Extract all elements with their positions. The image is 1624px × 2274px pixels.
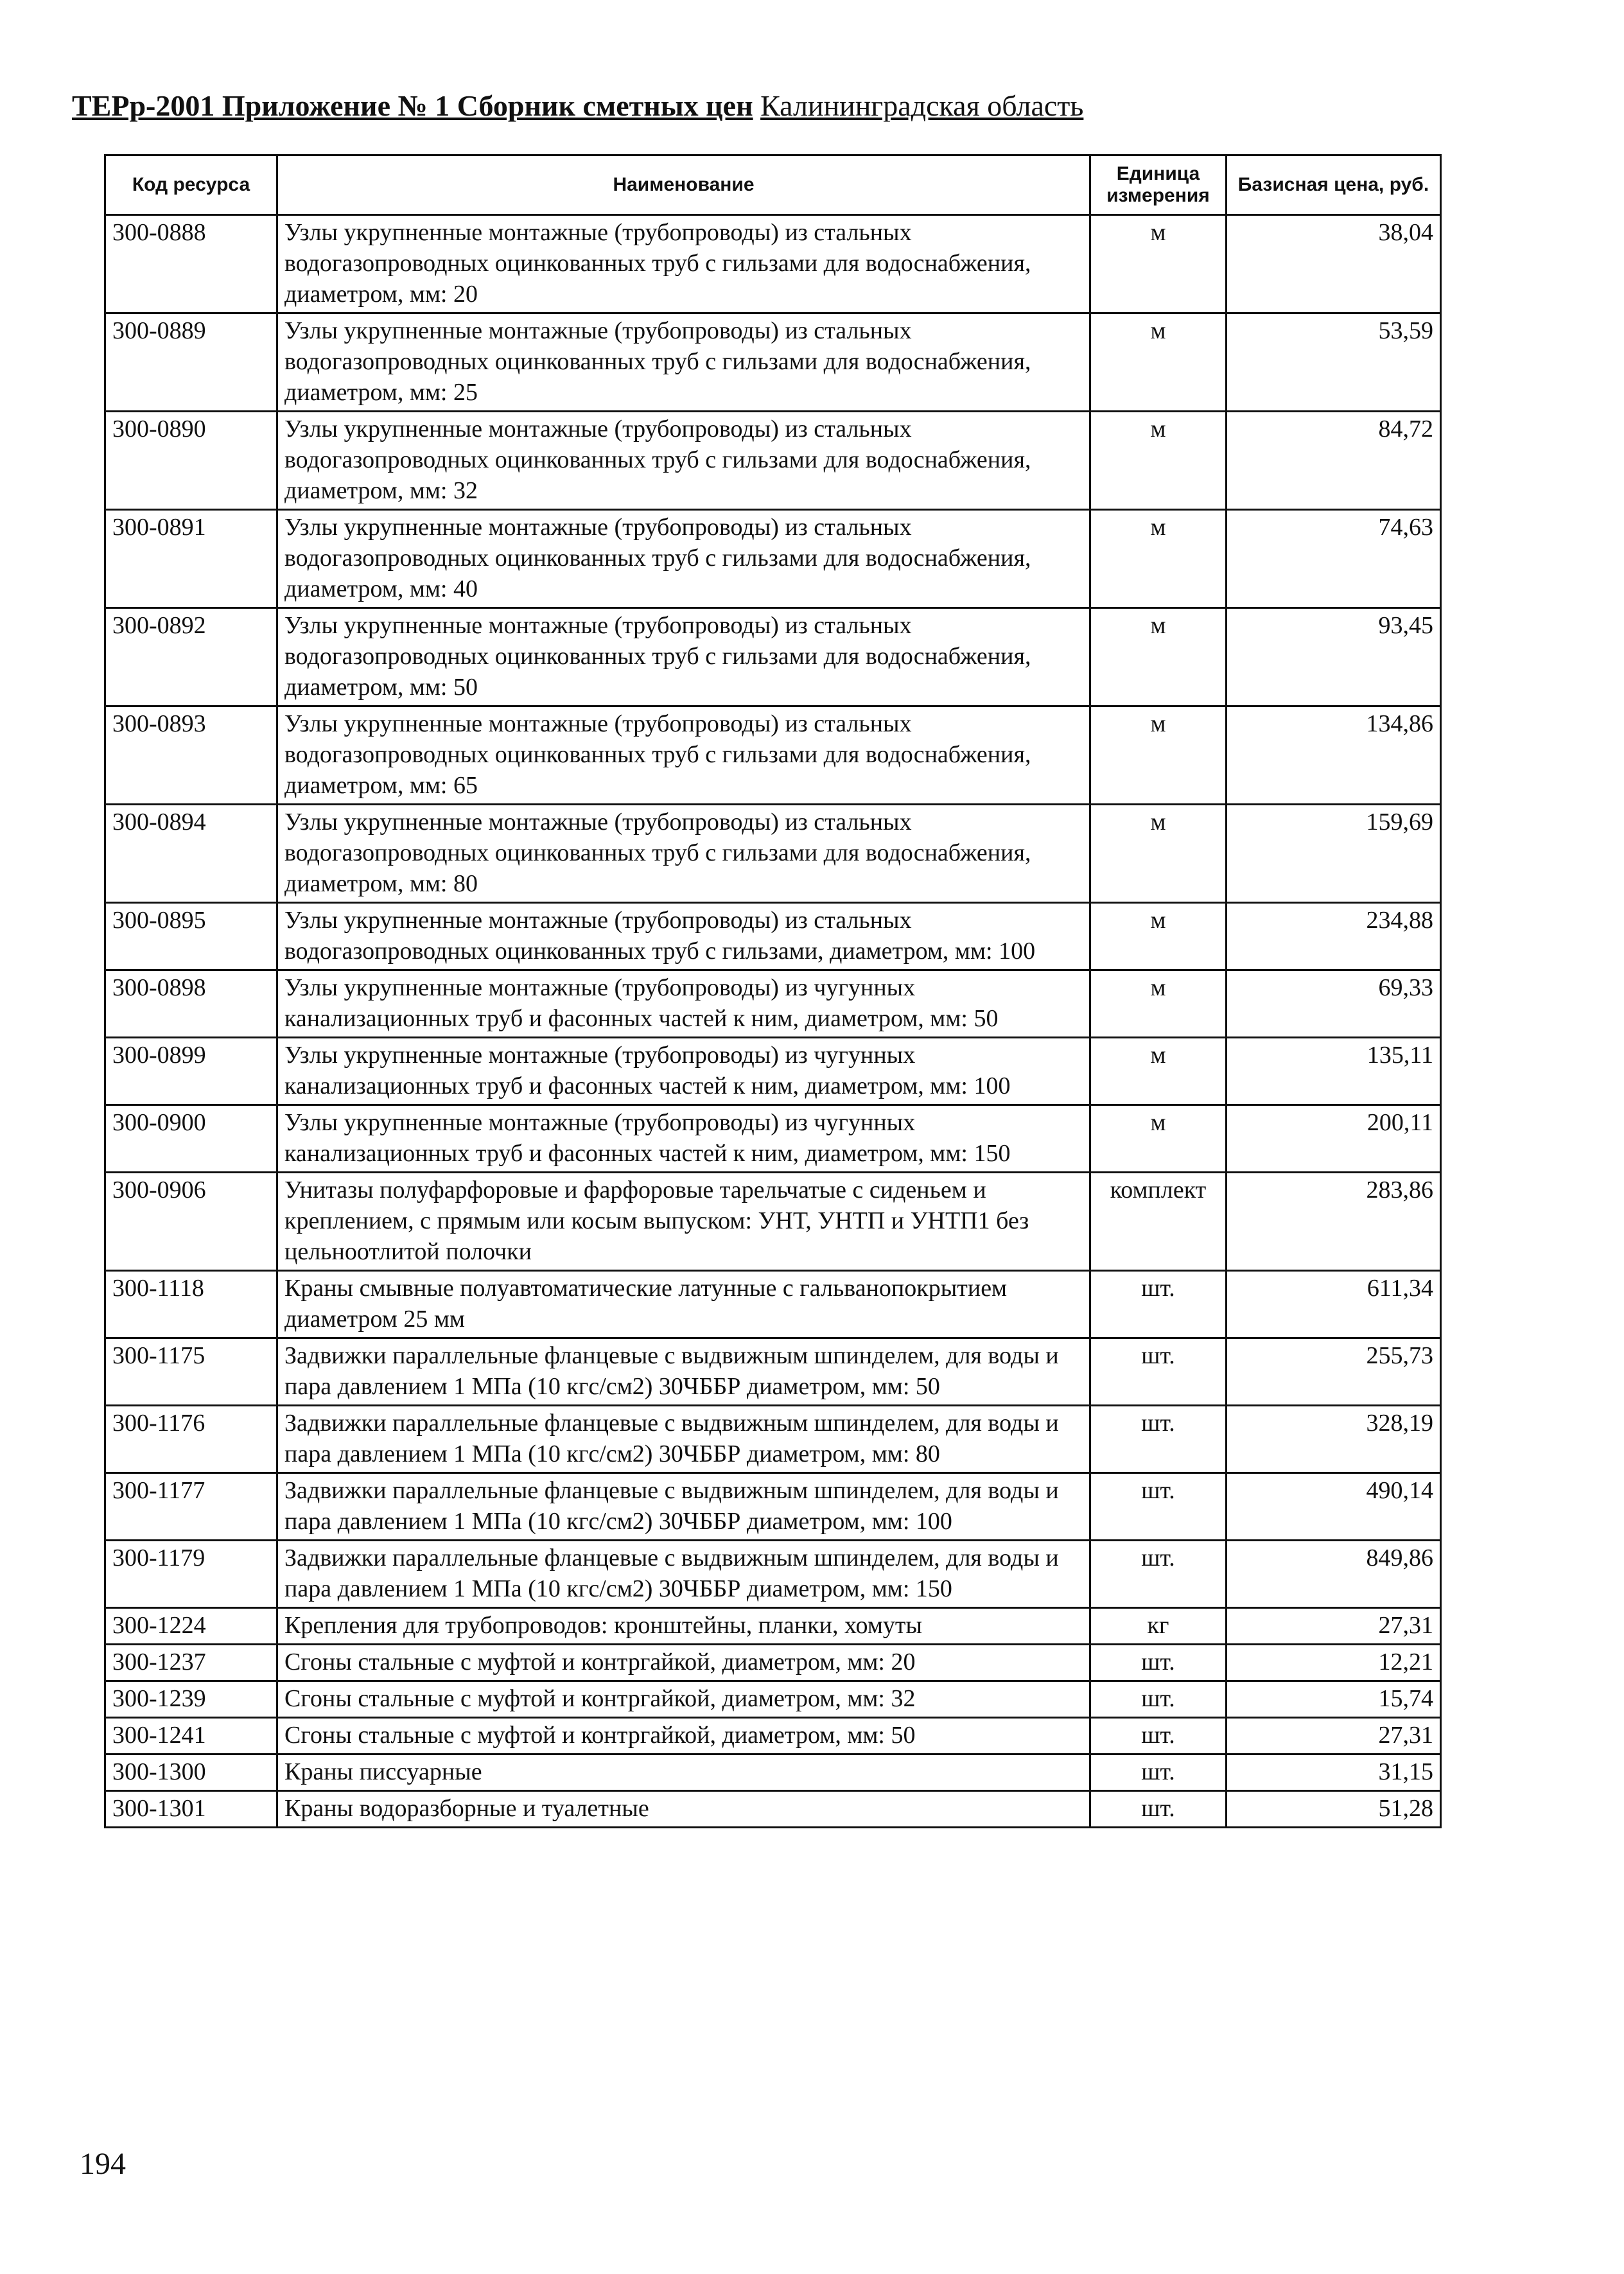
resource-unit: м: [1090, 805, 1227, 903]
table-row: [105, 1681, 1441, 1718]
resource-price: 12,21: [1227, 1645, 1441, 1681]
resource-name: Задвижки параллельные фланцевые с выдвижным шпинделем, для воды и пара давлением 1 МПа (10 кгс/см2) 30ЧББР диаметром, мм: 50: [277, 1338, 1090, 1406]
table-row: [105, 903, 1441, 970]
resource-code: 300-1241: [105, 1718, 277, 1754]
resource-price: 490,14: [1227, 1473, 1441, 1541]
resource-code: 300-1118: [105, 1271, 277, 1338]
resource-unit: м: [1090, 412, 1227, 510]
resource-price: 134,86: [1227, 706, 1441, 805]
resource-unit: м: [1090, 215, 1227, 313]
resource-unit: м: [1090, 608, 1227, 706]
column-header-code: Код ресурса: [105, 155, 277, 215]
table-row: [105, 1473, 1441, 1541]
resource-code: 300-1239: [105, 1681, 277, 1718]
resource-price: 611,34: [1227, 1271, 1441, 1338]
resource-price: 53,59: [1227, 313, 1441, 412]
resource-unit: шт.: [1090, 1754, 1227, 1791]
resource-unit: шт.: [1090, 1791, 1227, 1828]
resource-name: Краны смывные полуавтоматические латунные с гальванопокрытием диаметром 25 мм: [277, 1271, 1090, 1338]
resource-price: 69,33: [1227, 970, 1441, 1038]
table-header-row: [105, 155, 1441, 215]
resource-price: 74,63: [1227, 510, 1441, 608]
collection-title: ТЕРр-2001 Приложение № 1 Сборник сметных цен: [72, 89, 753, 122]
resource-price: 27,31: [1227, 1608, 1441, 1645]
resource-code: 300-1300: [105, 1754, 277, 1791]
table-row: [105, 970, 1441, 1038]
resource-unit: шт.: [1090, 1406, 1227, 1473]
table-row: [105, 1608, 1441, 1645]
column-header-price: Базисная цена, руб.: [1227, 155, 1441, 215]
resource-price: 200,11: [1227, 1105, 1441, 1173]
resource-name: Крепления для трубопроводов: кронштейны, планки, хомуты: [277, 1608, 1090, 1645]
resource-name: Задвижки параллельные фланцевые с выдвижным шпинделем, для воды и пара давлением 1 МПа (10 кгс/см2) 30ЧББР диаметром, мм: 100: [277, 1473, 1090, 1541]
resource-unit: шт.: [1090, 1541, 1227, 1608]
resource-name: Узлы укрупненные монтажные (трубопроводы) из стальных водогазопроводных оцинкованных труб с гильзами для водоснабжения, диаметром, мм: 32: [277, 412, 1090, 510]
resource-name: Узлы укрупненные монтажные (трубопроводы) из чугунных канализационных труб и фасонных частей к ним, диаметром, мм: 100: [277, 1038, 1090, 1105]
resource-unit: м: [1090, 706, 1227, 805]
resource-name: Узлы укрупненные монтажные (трубопроводы) из стальных водогазопроводных оцинкованных труб с гильзами для водоснабжения, диаметром, мм: 65: [277, 706, 1090, 805]
table-row: [105, 1645, 1441, 1681]
resource-name: Краны писсуарные: [277, 1754, 1090, 1791]
table-row: [105, 1406, 1441, 1473]
table-row: [105, 1338, 1441, 1406]
resource-name: Узлы укрупненные монтажные (трубопроводы) из стальных водогазопроводных оцинкованных труб с гильзами для водоснабжения, диаметром, мм: 80: [277, 805, 1090, 903]
resource-unit: шт.: [1090, 1473, 1227, 1541]
resource-code: 300-1176: [105, 1406, 277, 1473]
resource-code: 300-0892: [105, 608, 277, 706]
resource-price: 328,19: [1227, 1406, 1441, 1473]
price-table: [104, 154, 1442, 1828]
resource-code: 300-0906: [105, 1173, 277, 1271]
table-row: [105, 1038, 1441, 1105]
resource-unit: м: [1090, 1038, 1227, 1105]
table-row: [105, 1791, 1441, 1828]
table-row: [105, 1541, 1441, 1608]
resource-code: 300-0890: [105, 412, 277, 510]
table-row: [105, 805, 1441, 903]
resource-name: Сгоны стальные с муфтой и контргайкой, диаметром, мм: 50: [277, 1718, 1090, 1754]
table-row: [105, 608, 1441, 706]
table-row: [105, 1271, 1441, 1338]
resource-price: 135,11: [1227, 1038, 1441, 1105]
resource-name: Сгоны стальные с муфтой и контргайкой, диаметром, мм: 20: [277, 1645, 1090, 1681]
table-row: [105, 1754, 1441, 1791]
table-row: [105, 1718, 1441, 1754]
resource-code: 300-1179: [105, 1541, 277, 1608]
resource-unit: м: [1090, 1105, 1227, 1173]
resource-code: 300-0893: [105, 706, 277, 805]
resource-code: 300-0898: [105, 970, 277, 1038]
resource-unit: м: [1090, 313, 1227, 412]
resource-price: 27,31: [1227, 1718, 1441, 1754]
resource-price: 283,86: [1227, 1173, 1441, 1271]
column-header-unit: Единица измерения: [1090, 155, 1227, 215]
resource-code: 300-1224: [105, 1608, 277, 1645]
resource-name: Задвижки параллельные фланцевые с выдвижным шпинделем, для воды и пара давлением 1 МПа (10 кгс/см2) 30ЧББР диаметром, мм: 80: [277, 1406, 1090, 1473]
page-header: [72, 91, 1083, 121]
resource-name: Узлы укрупненные монтажные (трубопроводы) из стальных водогазопроводных оцинкованных труб с гильзами, диаметром, мм: 100: [277, 903, 1090, 970]
page-number: 194: [80, 2147, 126, 2181]
resource-price: 15,74: [1227, 1681, 1441, 1718]
resource-name: Сгоны стальные с муфтой и контргайкой, диаметром, мм: 32: [277, 1681, 1090, 1718]
resource-price: 159,69: [1227, 805, 1441, 903]
resource-code: 300-0895: [105, 903, 277, 970]
resource-name: Узлы укрупненные монтажные (трубопроводы) из чугунных канализационных труб и фасонных частей к ним, диаметром, мм: 150: [277, 1105, 1090, 1173]
resource-name: Краны водоразборные и туалетные: [277, 1791, 1090, 1828]
resource-price: 93,45: [1227, 608, 1441, 706]
resource-unit: комплект: [1090, 1173, 1227, 1271]
resource-name: Задвижки параллельные фланцевые с выдвижным шпинделем, для воды и пара давлением 1 МПа (10 кгс/см2) 30ЧББР диаметром, мм: 150: [277, 1541, 1090, 1608]
column-header-name: Наименование: [277, 155, 1090, 215]
resource-price: 31,15: [1227, 1754, 1441, 1791]
resource-name: Узлы укрупненные монтажные (трубопроводы) из стальных водогазопроводных оцинкованных труб с гильзами для водоснабжения, диаметром, мм: 25: [277, 313, 1090, 412]
resource-unit: шт.: [1090, 1645, 1227, 1681]
resource-code: 300-0894: [105, 805, 277, 903]
resource-code: 300-1175: [105, 1338, 277, 1406]
resource-code: 300-1237: [105, 1645, 277, 1681]
resource-code: 300-1301: [105, 1791, 277, 1828]
resource-code: 300-0889: [105, 313, 277, 412]
resource-price: 84,72: [1227, 412, 1441, 510]
resource-price: 849,86: [1227, 1541, 1441, 1608]
resource-unit: шт.: [1090, 1271, 1227, 1338]
resource-code: 300-1177: [105, 1473, 277, 1541]
resource-code: 300-0899: [105, 1038, 277, 1105]
resource-name: Унитазы полуфарфоровые и фарфоровые тарельчатые с сиденьем и креплением, с прямым или косым выпуском: УНТ, УНТП и УНТП1 без цельноотлитой полочки: [277, 1173, 1090, 1271]
table-row: [105, 313, 1441, 412]
table-row: [105, 706, 1441, 805]
resource-unit: м: [1090, 970, 1227, 1038]
resource-price: 234,88: [1227, 903, 1441, 970]
resource-unit: шт.: [1090, 1681, 1227, 1718]
resource-code: 300-0900: [105, 1105, 277, 1173]
table-row: [105, 215, 1441, 313]
resource-price: 38,04: [1227, 215, 1441, 313]
resource-name: Узлы укрупненные монтажные (трубопроводы) из чугунных канализационных труб и фасонных частей к ним, диаметром, мм: 50: [277, 970, 1090, 1038]
resource-code: 300-0891: [105, 510, 277, 608]
table-row: [105, 1105, 1441, 1173]
resource-unit: шт.: [1090, 1338, 1227, 1406]
region-name: Калининградская область: [760, 89, 1084, 122]
resource-unit: кг: [1090, 1608, 1227, 1645]
resource-name: Узлы укрупненные монтажные (трубопроводы) из стальных водогазопроводных оцинкованных труб с гильзами для водоснабжения, диаметром, мм: 50: [277, 608, 1090, 706]
table-row: [105, 412, 1441, 510]
resource-code: 300-0888: [105, 215, 277, 313]
table-row: [105, 510, 1441, 608]
resource-unit: шт.: [1090, 1718, 1227, 1754]
resource-unit: м: [1090, 510, 1227, 608]
resource-price: 255,73: [1227, 1338, 1441, 1406]
resource-price: 51,28: [1227, 1791, 1441, 1828]
resource-name: Узлы укрупненные монтажные (трубопроводы) из стальных водогазопроводных оцинкованных труб с гильзами для водоснабжения, диаметром, мм: 40: [277, 510, 1090, 608]
resource-unit: м: [1090, 903, 1227, 970]
resource-name: Узлы укрупненные монтажные (трубопроводы) из стальных водогазопроводных оцинкованных труб с гильзами для водоснабжения, диаметром, мм: 20: [277, 215, 1090, 313]
table-row: [105, 1173, 1441, 1271]
